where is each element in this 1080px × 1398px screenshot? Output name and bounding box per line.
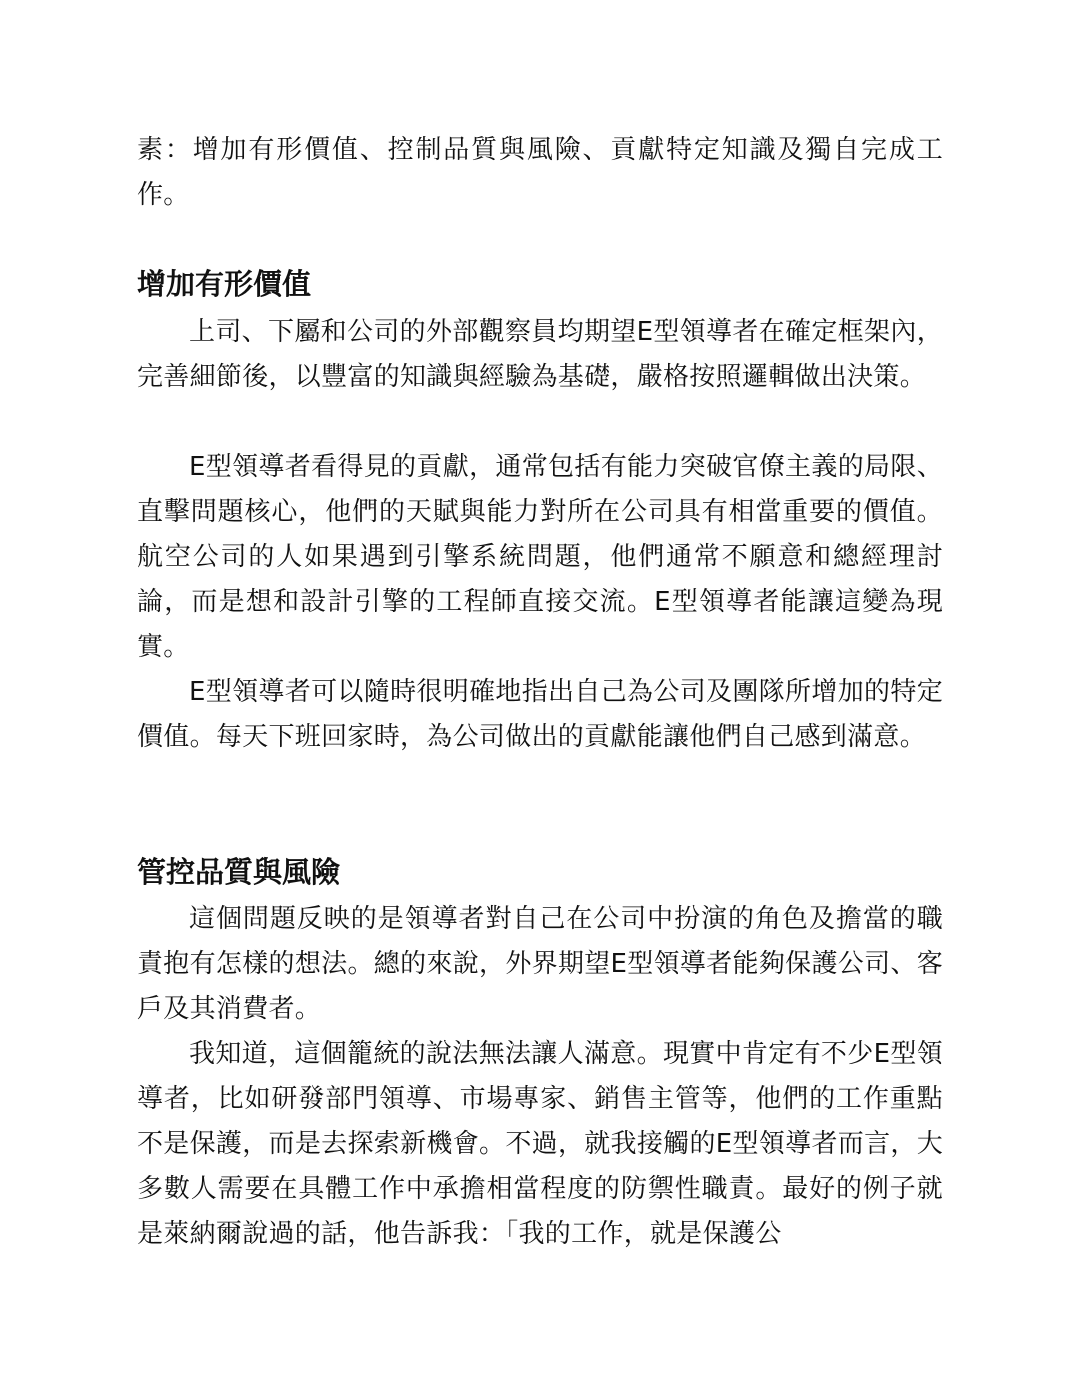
paragraph: E型領導者可以隨時很明確地指出自己為公司及團隊所增加的特定價值。每天下班回家時，為公司做出的貢獻能讓他們自己感到滿意。 <box>137 677 943 752</box>
section-heading-quality-risk: 管控品質與風險 <box>137 855 341 889</box>
intro-paragraph: 素：增加有形價值、控制品質與風險、貢獻特定知識及獨自完成工作。 <box>137 135 943 210</box>
paragraph: 上司、下屬和公司的外部觀察員均期望E型領導者在確定框架內，完善細節後，以豐富的知識與經驗為基礎，嚴格按照邏輯做出決策。 <box>137 317 943 392</box>
section-heading-tangible-value: 增加有形價值 <box>137 267 312 301</box>
paragraph: 我知道，這個籠統的說法無法讓人滿意。現實中肯定有不少E型領導者，比如研發部門領導、市場專家、銷售主管等，他們的工作重點不是保護，而是去探索新機會。不過，就我接觸的E型領導者而言，大多數人需要在具體工作中承擔相當程度的防禦性職責。最好的例子就是萊納爾說過的話，他告訴我：「我的工作，就是保護公 <box>137 1039 943 1249</box>
paragraph: E型領導者看得見的貢獻，通常包括有能力突破官僚主義的局限、直擊問題核心，他們的天賦與能力對所在公司具有相當重要的價值。航空公司的人如果遇到引擎系統問題，他們通常不願意和總經理討論，而是想和設計引擎的工程師直接交流。E型領導者能讓這變為現實。 <box>137 452 943 662</box>
paragraph: 這個問題反映的是領導者對自己在公司中扮演的角色及擔當的職責抱有怎樣的想法。總的來說，外界期望E型領導者能夠保護公司、客戶及其消費者。 <box>137 904 943 1024</box>
